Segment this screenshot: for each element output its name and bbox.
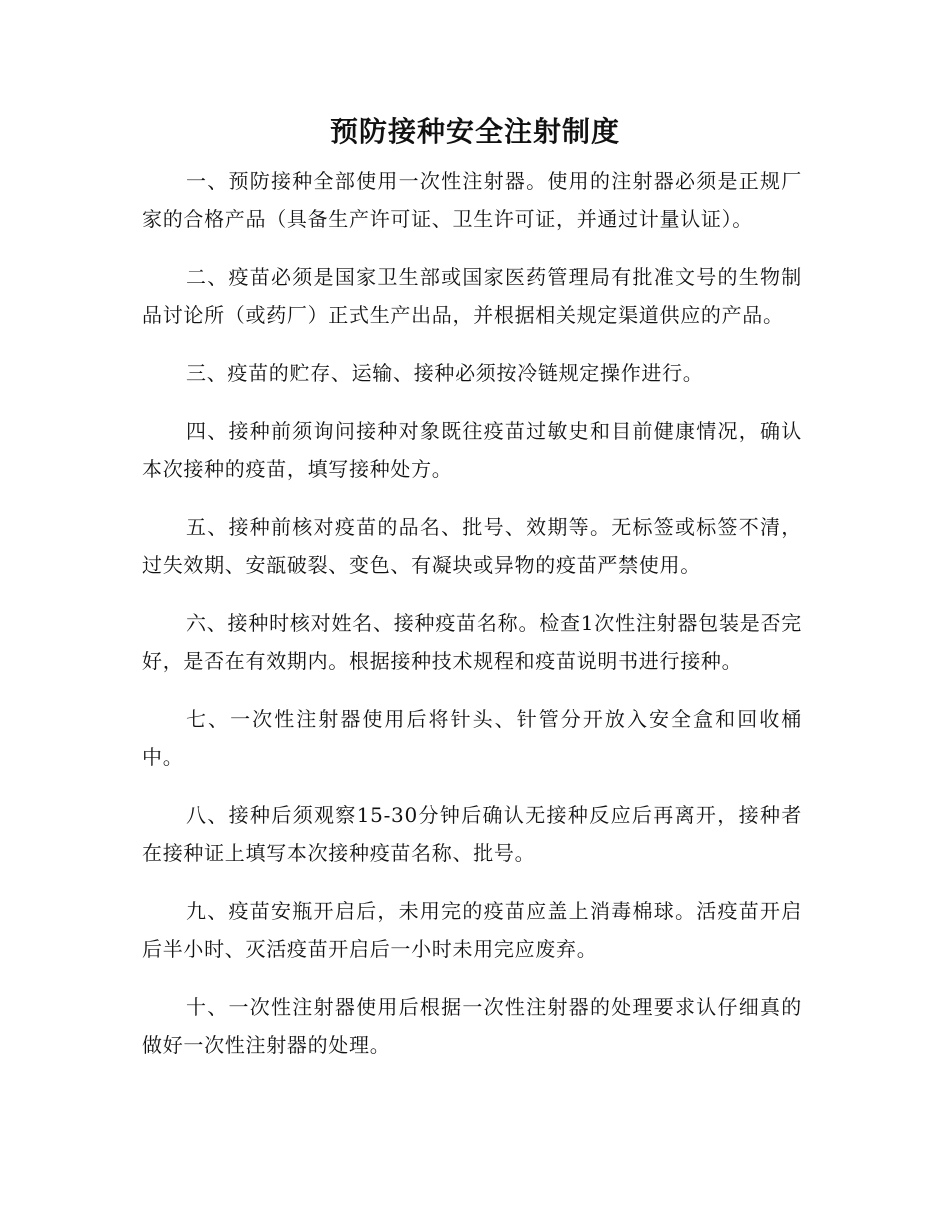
document-body [142,162,802,1084]
paragraph-10: 十、一次性注射器使用后根据一次性注射器的处理要求认仔细真的做好一次性注射器的处理。 [142,995,802,1057]
paragraph-3: 三、疫苗的贮存、运输、接种必须按冷链规定操作进行。 [186,361,704,385]
paragraph-5: 五、接种前核对疫苗的品名、批号、效期等。无标签或标签不清，过失效期、安瓿破裂、变色、有凝块或异物的疫苗严禁使用。 [142,515,802,577]
paragraph-6: 六、接种时核对姓名、接种疫苗名称。检查1次性注射器包装是否完好，是否在有效期内。根据接种技术规程和疫苗说明书进行接种。 [142,611,802,673]
paragraph-2: 二、疫苗必须是国家卫生部或国家医药管理局有批准文号的生物制品讨论所（或药厂）正式生产出品，并根据相关规定渠道供应的产品。 [142,265,802,327]
paragraph-1: 一、预防接种全部使用一次性注射器。使用的注射器必须是正规厂家的合格产品（具备生产许可证、卫生许可证，并通过计量认证）。 [142,169,802,231]
document-title: 预防接种安全注射制度 [329,115,620,148]
paragraph-4: 四、接种前须询问接种对象既往疫苗过敏史和目前健康情况，确认本次接种的疫苗，填写接种处方。 [142,419,802,481]
paragraph-8: 八、接种后须观察15-30分钟后确认无接种反应后再离开，接种者在接种证上填写本次接种疫苗名称、批号。 [142,803,802,865]
paragraph-9: 九、疫苗安瓶开启后，未用完的疫苗应盖上消毒棉球。活疫苗开启后半小时、灭活疫苗开启后一小时未用完应废弃。 [142,899,802,961]
paragraph-7: 七、一次性注射器使用后将针头、针管分开放入安全盒和回收桶中。 [142,707,802,769]
